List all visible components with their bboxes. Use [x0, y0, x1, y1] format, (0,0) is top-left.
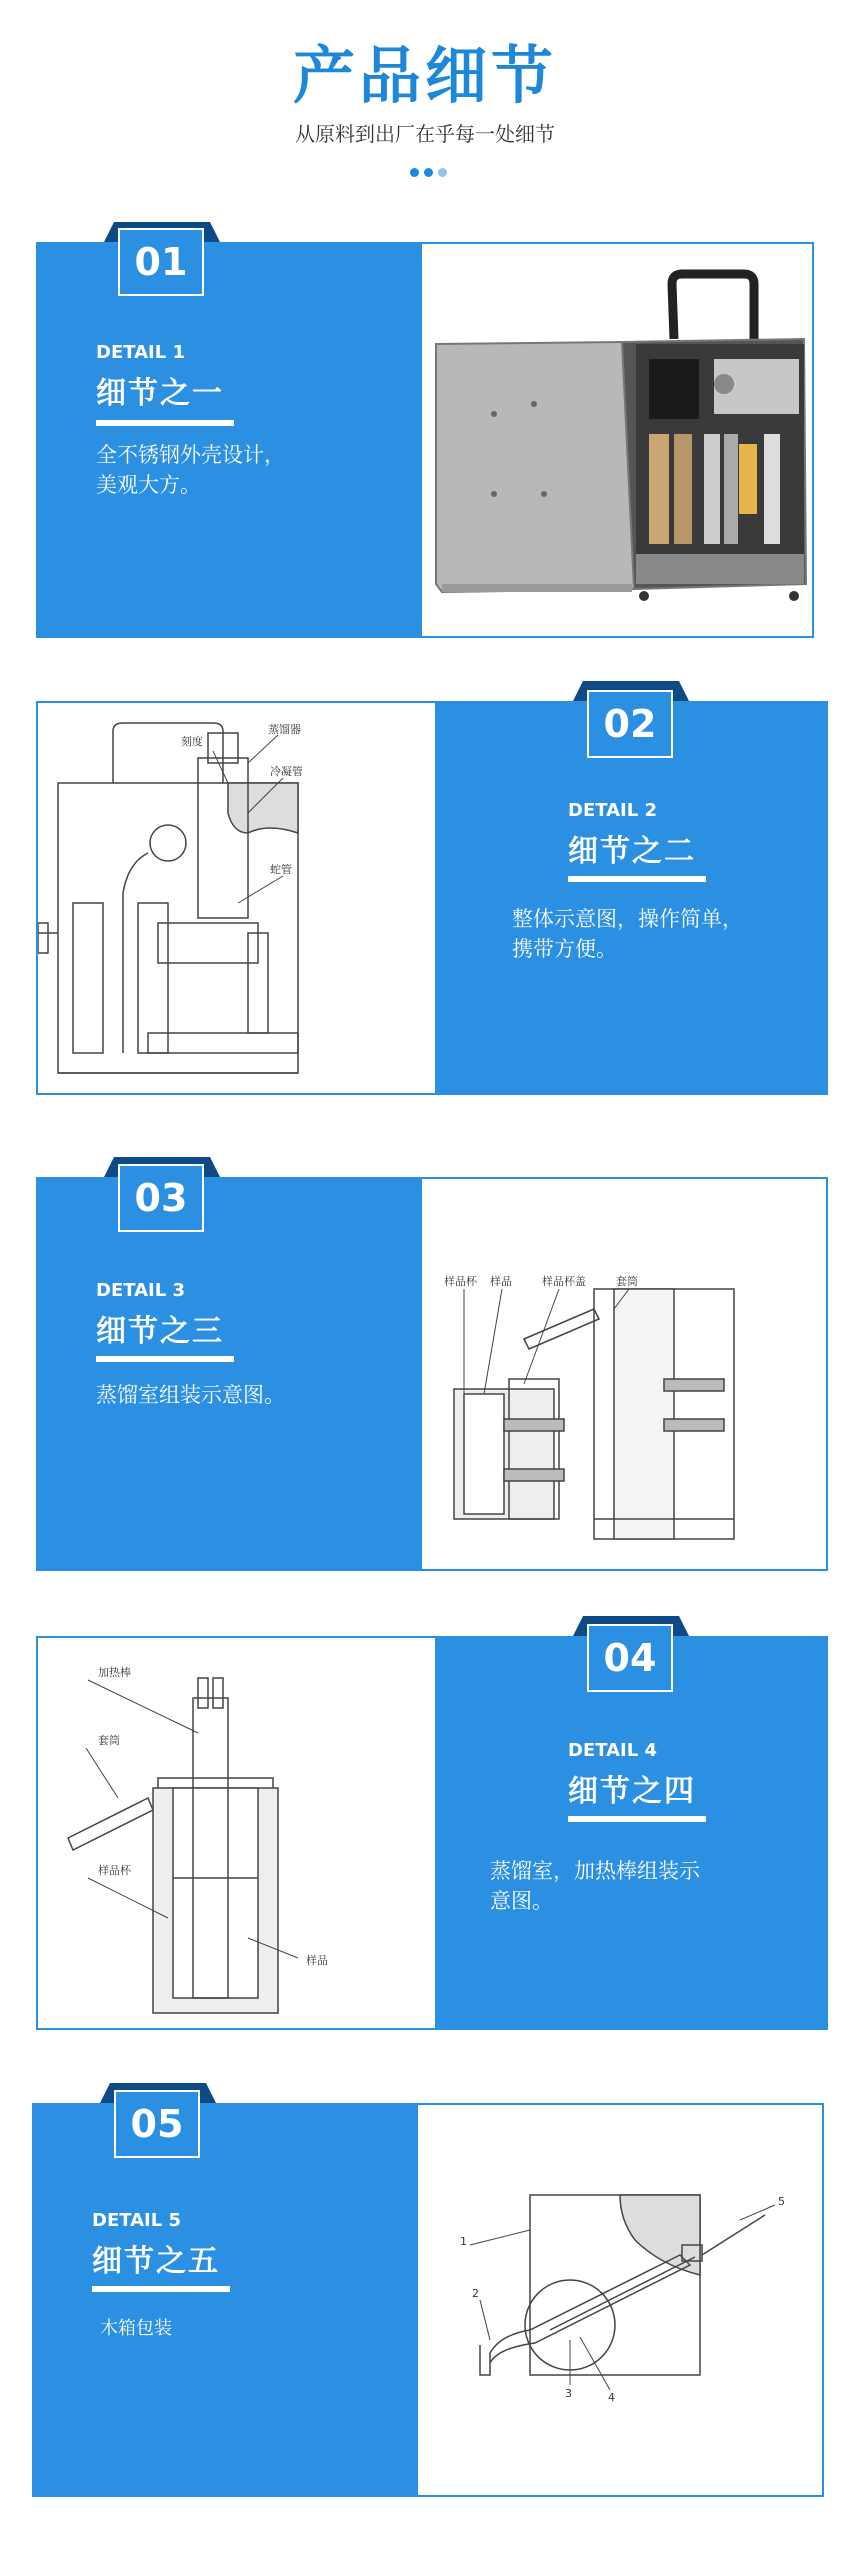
detail-2-desc-line1: 整体示意图，操作简单， — [512, 907, 743, 931]
detail-5-number: 05 — [114, 2090, 200, 2158]
detail-1-product-photo — [424, 244, 812, 636]
detail-4-label-cup: 样品杯 — [98, 1864, 131, 1877]
detail-5-label-2: 2 — [472, 2287, 479, 2300]
detail-5-desc-line1: 木箱包装 — [100, 2318, 172, 2339]
detail-1-desc-line1: 全不锈钢外壳设计， — [96, 443, 285, 467]
page-subtitle: 从原料到出厂在乎每一处细节 — [295, 122, 555, 146]
detail-2-label-condenser: 冷凝管 — [270, 765, 303, 778]
detail-4-label-sample: 样品 — [306, 1954, 328, 1967]
dot-1 — [410, 168, 419, 177]
detail-3-label-cup-lid: 样品杯盖 — [542, 1275, 586, 1288]
dot-3 — [438, 168, 447, 177]
detail-5-title: 细节之五 — [92, 2244, 220, 2279]
detail-4-desc-line1: 蒸馏室，加热棒组装示 — [490, 1859, 700, 1883]
detail-4-label-sleeve: 套筒 — [98, 1734, 120, 1747]
detail-5-assembly-diagram — [420, 2105, 822, 2495]
detail-2-label-distiller: 蒸馏器 — [268, 723, 301, 736]
detail-5-label-1: 1 — [460, 2235, 467, 2248]
detail-1-label: DETAIL 1 — [96, 342, 186, 363]
detail-3-label-cup: 样品杯 — [444, 1275, 477, 1288]
detail-4-number: 04 — [587, 1624, 673, 1692]
detail-2-desc-line2: 携带方便。 — [512, 937, 617, 961]
detail-3-blue-block — [36, 1177, 422, 1571]
detail-5-label-3: 3 — [565, 2387, 572, 2400]
detail-5-blue-block — [32, 2103, 418, 2497]
detail-3-underline — [96, 1356, 234, 1362]
detail-5-underline — [92, 2286, 230, 2292]
detail-2-schematic — [38, 703, 434, 1093]
detail-2-blue-block — [435, 701, 828, 1095]
detail-3-label-sample: 样品 — [490, 1275, 512, 1288]
detail-2-number: 02 — [587, 690, 673, 758]
detail-1-underline — [96, 420, 234, 426]
page-title: 产品细节 — [292, 39, 557, 112]
detail-3-desc-line1: 蒸馏室组装示意图。 — [96, 1383, 285, 1407]
detail-2-label-tube: 蛇管 — [270, 863, 292, 876]
detail-2-label: DETAIL 2 — [568, 800, 658, 821]
detail-4-label: DETAIL 4 — [568, 1740, 658, 1761]
dot-2 — [424, 168, 433, 177]
detail-2-underline — [568, 876, 706, 882]
detail-4-blue-block — [435, 1636, 828, 2030]
detail-1-number: 01 — [118, 228, 204, 296]
detail-2-title: 细节之二 — [568, 834, 696, 869]
detail-4-underline — [568, 1816, 706, 1822]
detail-3-assembly-diagram — [424, 1179, 826, 1569]
carousel-dots — [410, 168, 447, 177]
detail-4-title: 细节之四 — [568, 1774, 696, 1809]
detail-5-label: DETAIL 5 — [92, 2210, 182, 2231]
detail-3-number: 03 — [118, 1164, 204, 1232]
detail-1-desc-line2: 美观大方。 — [96, 473, 201, 497]
detail-3-title: 细节之三 — [96, 1314, 224, 1349]
detail-3-label-sleeve: 套筒 — [616, 1275, 638, 1288]
detail-4-heating-rod-diagram — [38, 1638, 434, 2028]
detail-2-label-scale: 刻度 — [181, 735, 203, 748]
detail-3-label: DETAIL 3 — [96, 1280, 186, 1301]
detail-1-title: 细节之一 — [96, 376, 224, 411]
detail-4-label-heating-rod: 加热棒 — [98, 1666, 131, 1679]
detail-5-label-5: 5 — [778, 2195, 785, 2208]
detail-5-label-4: 4 — [608, 2391, 615, 2404]
detail-4-desc-line2: 意图。 — [490, 1889, 553, 1913]
